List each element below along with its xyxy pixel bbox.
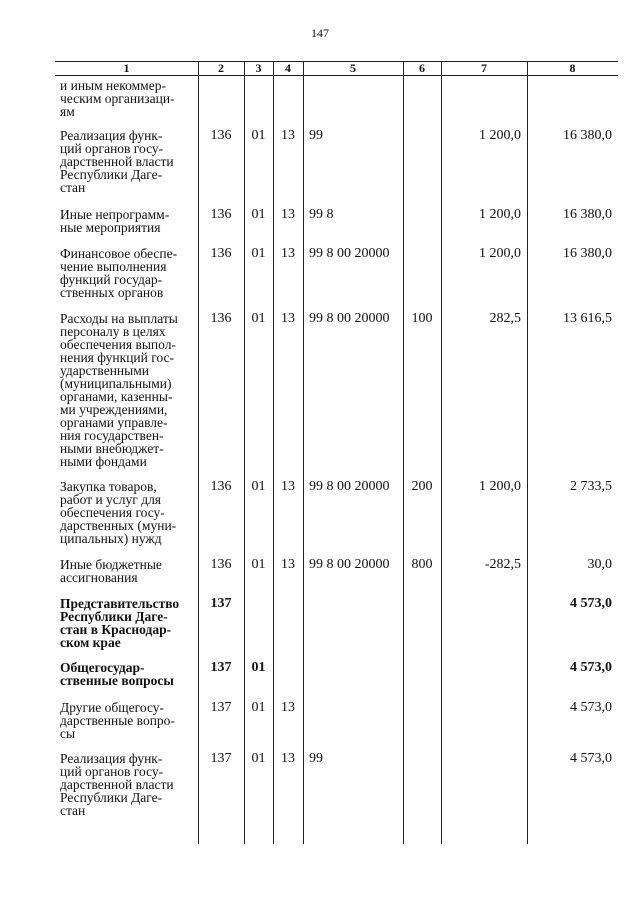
amount-change: 282,5 [489, 311, 521, 326]
section-code: 137 [210, 751, 232, 766]
amount-total: 16 380,0 [563, 207, 612, 222]
header-cell: 7 [481, 61, 487, 75]
amount-total: 16 380,0 [563, 128, 612, 143]
header-cell: 8 [569, 61, 576, 75]
row-label: Расходы на выплаты персоналу в целях обеспечения выпол- нения функций гос- ударственными (муниципальными) органами, казенны- ми учреждениями, органами управле- ния государствен- ными внебюджет- ными фондами [60, 311, 178, 469]
section-code: 137 [210, 700, 232, 715]
subsection-code: 01 [251, 751, 266, 766]
subsection-code: 01 [251, 246, 266, 261]
amount-change: 1 200,0 [479, 246, 521, 261]
target-article-code: 99 [309, 128, 323, 143]
subsection-code: 01 [251, 660, 266, 675]
subsection-code: 01 [251, 557, 266, 572]
amount-change: 1 200,0 [479, 479, 521, 494]
expense-type-code: 800 [411, 557, 433, 572]
header-bottom-border [55, 75, 618, 76]
section-code: 136 [210, 207, 232, 222]
row-label: Представительство Республики Даге- стан в Краснодар- ском крае [60, 596, 180, 650]
header-cell: 2 [218, 61, 224, 75]
section-code: 137 [210, 596, 232, 611]
target-article-code: 99 8 00 20000 [309, 557, 390, 572]
section-code: 136 [210, 479, 232, 494]
expense-type-code: 200 [411, 479, 433, 494]
sub-item-code: 13 [281, 311, 295, 326]
section-code: 137 [210, 660, 232, 675]
amount-change: 1 200,0 [479, 207, 521, 222]
column-divider [527, 62, 528, 844]
amount-total: 30,0 [587, 557, 612, 572]
column-divider [244, 62, 245, 844]
row-label: Иные непрограмм- ные мероприятия [60, 207, 170, 235]
row-label: Другие общегосу- дарственные вопро- сы [60, 700, 175, 741]
amount-total: 16 380,0 [563, 246, 612, 261]
amount-total: 13 616,5 [563, 311, 612, 326]
column-divider [403, 62, 404, 844]
amount-total: 4 573,0 [570, 596, 612, 611]
row-label: Реализация функ- ций органов госу- дарственной власти Республики Даге- стан [60, 128, 174, 195]
target-article-code: 99 8 00 20000 [309, 311, 390, 326]
section-code: 136 [210, 557, 232, 572]
subsection-code: 01 [251, 479, 266, 494]
sub-item-code: 13 [281, 751, 295, 766]
row-label: Закупка товаров, работ и услуг для обеспечения госу- дарственных (муни- ципальных) нужд [60, 479, 177, 546]
amount-total: 4 573,0 [570, 700, 612, 715]
header-cell: 6 [419, 61, 425, 75]
section-code: 136 [210, 311, 232, 326]
amount-total: 2 733,5 [570, 479, 612, 494]
amount-total: 4 573,0 [570, 751, 612, 766]
amount-total: 4 573,0 [570, 660, 612, 675]
subsection-code: 01 [251, 128, 266, 143]
header-cell: 1 [123, 61, 130, 75]
row-label: Реализация функ- ций органов госу- дарственной власти Республики Даге- стан [60, 751, 174, 818]
row-label: и иным некоммер- ческим организаци- ям [60, 78, 175, 119]
target-article-code: 99 [309, 751, 323, 766]
sub-item-code: 13 [281, 700, 295, 715]
subsection-code: 01 [251, 700, 266, 715]
header-cell: 4 [285, 61, 291, 75]
expense-type-code: 100 [411, 311, 433, 326]
sub-item-code: 13 [281, 557, 295, 572]
target-article-code: 99 8 00 20000 [309, 246, 390, 261]
row-label: Финансовое обеспе- чение выполнения функций государ- ственных органов [60, 246, 178, 300]
row-label: Общегосудар- ственные вопросы [60, 660, 174, 688]
subsection-code: 01 [251, 207, 266, 222]
section-code: 136 [210, 128, 232, 143]
sub-item-code: 13 [281, 479, 295, 494]
header-cell: 3 [255, 61, 262, 75]
header-cell: 5 [350, 61, 356, 75]
section-code: 136 [210, 246, 232, 261]
amount-change: -282,5 [484, 557, 521, 572]
sub-item-code: 13 [281, 246, 295, 261]
row-label: Иные бюджетные ассигнования [60, 557, 162, 585]
column-divider [303, 62, 304, 844]
column-divider [441, 62, 442, 844]
target-article-code: 99 8 [309, 207, 334, 222]
target-article-code: 99 8 00 20000 [309, 479, 390, 494]
sub-item-code: 13 [281, 207, 295, 222]
column-divider [198, 62, 199, 844]
column-divider [273, 62, 274, 844]
subsection-code: 01 [251, 311, 266, 326]
sub-item-code: 13 [281, 128, 295, 143]
page-number: 147 [311, 26, 329, 40]
amount-change: 1 200,0 [479, 128, 521, 143]
